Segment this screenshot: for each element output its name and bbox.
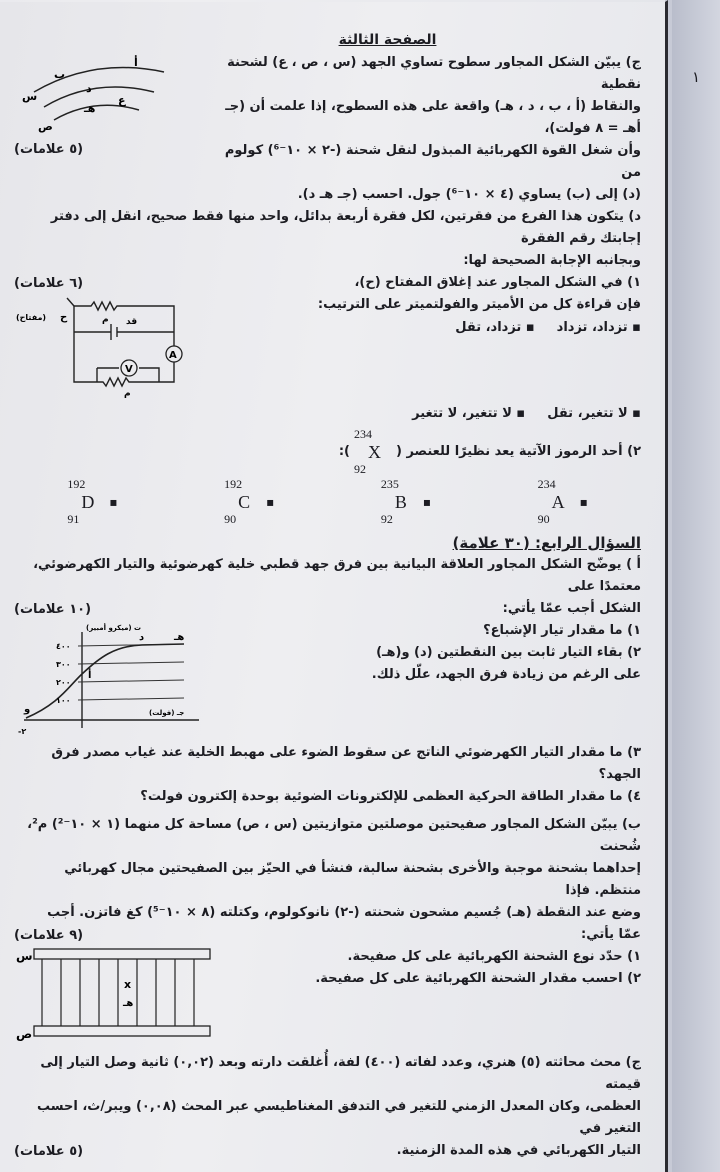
switch-word: (مفتاح) [16, 313, 47, 322]
question-line: ج) يبيّن الشكل المجاور سطوح تساوي الجهد (س ، ص ، ع) لشحنة نقطية [227, 55, 641, 92]
question-line: د) يتكون هذا الفرع من فقرتين، لكل فقرة أربعة بدائل، واحد منها فقط صحيح، انقل إلى دفتر إجابتك رقم الفقرة [50, 209, 641, 246]
option-4: ▪ لا تتغير، لا تتغير [412, 406, 526, 421]
parallel-plates-figure [14, 946, 214, 1042]
plate-bottom-label: ص [16, 1027, 33, 1041]
x-axis-label: جـ (فولت) [149, 709, 185, 717]
marks-label: (٥ علامات) [14, 1144, 84, 1159]
point-mark: x [124, 978, 132, 991]
question-line: ٢) بقاء التيار ثابت بين النقطتين (د) و(هـ) [376, 645, 641, 660]
isotope-option-a: 234 A 90 ▪ [537, 477, 588, 526]
marks-label: (٦ علامات) [14, 276, 84, 291]
voltmeter-label: V [125, 364, 133, 375]
x-min-label: -٢ [18, 727, 27, 736]
marks-label: (٩ علامات) [14, 928, 84, 943]
q4-part-a [14, 598, 641, 742]
y-tick: ٤٠٠ [56, 642, 71, 651]
label-d: د [86, 82, 92, 95]
question-line: العظمى، وكان المعدل الزمني للتغير في التدفق المغناطيسي عبر المحث (٠,٠٨) ويبر/ث، احسب التغير في [37, 1099, 641, 1136]
isotope-option-c: 192 C 90 ▪ [224, 477, 275, 526]
q4-part-c-end [14, 1140, 641, 1162]
question-line: ٤) ما مقدار الطاقة الحركية العظمى للإلكترونات الضوئية بوحدة إلكترون فولت؟ [140, 789, 641, 804]
isotope-option-b: 235 B 92 ▪ [380, 477, 431, 526]
question-line: والنقاط (أ ، ب ، د ، هـ) واقعة على هذه السطوح، إذا علمت أن (جـ أهـ = ٨ فولت)، [225, 99, 641, 136]
switch-label: ح [60, 312, 68, 323]
question-line: الشكل أجب عمّا يأتي: [502, 601, 641, 616]
label-ain: ع [118, 94, 126, 107]
question-line: ب) يبيّن الشكل المجاور صفيحتين موصلتين متوازيتين (س ، ص) مساحة كل منهما (١ × ١٠⁻²) م²، شُحنت [27, 817, 641, 854]
next-page-number: ١ [692, 68, 701, 86]
page-title: الصفحة الثالثة [338, 32, 437, 48]
question-line: وبجانبه الإجابة الصحيحة لها: [463, 253, 641, 268]
question-line: ١) في الشكل المجاور عند إغلاق المفتاح (ح)، [354, 275, 641, 290]
option-2: ▪ تزداد، تقل [455, 320, 535, 335]
question-line: ٢) احسب مقدار الشحنة الكهربائية على كل صفيحة. [315, 971, 641, 986]
question-line: عمّا يأتي: [581, 927, 641, 942]
part-d-q1 [14, 272, 641, 402]
marks-label: (١٠ علامات) [14, 602, 92, 617]
isotope-option-d: 192 D 91 ▪ [67, 477, 118, 526]
point-h-label: هـ [123, 998, 134, 1009]
question-line: على الرغم من زيادة فرق الجهد، علّل ذلك. [371, 667, 641, 682]
y-tick: ١٠٠ [56, 696, 71, 705]
question-line: إحداهما بشحنة موجبة والأخرى بشحنة سالبة، فنشأ في الحيّز بين الصفيحتين مجال كهربائي منتظم. فإذا [64, 861, 641, 898]
label-b: ب [54, 68, 66, 81]
question-line: ٢) أحد الرموز الآتية يعد نظيرًا للعنصر ( [395, 444, 641, 459]
y-tick: ٢٠٠ [56, 678, 71, 687]
marks-label: (٥ علامات) [14, 142, 84, 157]
isotope-options [14, 478, 641, 526]
resistor-label: م [124, 389, 131, 398]
equipotential-figure [14, 52, 184, 134]
question-line: التيار الكهربائي في هذه المدة الزمنية. [396, 1143, 641, 1158]
question-line: أ ) يوضّح الشكل المجاور العلاقة البيانية بين فرق جهد قطبي خلية كهرضوئية والتيار الكهرضوئي، معتمدًا على [33, 557, 641, 594]
question-line: فإن قراءة كل من الأميتر والفولتميتر على الترتيب: [317, 297, 641, 312]
option-3: ▪ لا تتغير، تقل [547, 406, 641, 421]
question-line: ج) محث محاثته (٥) هنري، وعدد لفاته (٤٠٠) لفة، أُغلقت دارته وبعد (٠,٠٢) ثانية وصل التيار إلى قيمته [40, 1055, 641, 1092]
isotope-x: 234 X 92 [353, 427, 381, 476]
resistor-label: م [102, 315, 109, 325]
circuit-diagram [14, 294, 194, 398]
label-h: هـ [84, 102, 96, 115]
q4-part-b [14, 924, 641, 1046]
question-line: وأن شغل القوة الكهربائية المبذول لنقل شحنة (-٢ × ١٠⁻⁶) كولوم من [224, 143, 641, 180]
point-h: هـ [174, 632, 185, 643]
question-line-end: ): [338, 444, 350, 459]
battery-label: قد [126, 317, 138, 327]
y-tick: ٣٠٠ [56, 660, 71, 669]
ammeter-label: A [169, 350, 177, 361]
question-line: ١) ما مقدار تيار الإشباع؟ [483, 623, 641, 638]
question-line: ٣) ما مقدار التيار الكهرضوئي الناتج عن سقوط الضوء على مهبط الخلية عند غياب مصدر فرق الجهد؟ [51, 745, 641, 782]
question-line: (د) إلى (ب) يساوي (٤ × ١٠⁻⁶) جول. احسب (جـ هـ د). [297, 187, 641, 202]
point-a: أ [88, 670, 92, 681]
part-c-section [14, 52, 641, 206]
part-d-q2 [14, 428, 641, 476]
question-line: ١) حدّد نوع الشحنة الكهربائية على كل صفيحة. [347, 949, 641, 964]
label-a: أ [134, 56, 138, 69]
photoelectric-graph [14, 620, 204, 738]
point-d: د [139, 632, 145, 643]
label-sin: س [22, 90, 38, 103]
question-line: وضع عند النقطة (هـ) جُسيم مشحون شحنته (-٢) نانوكولوم، وكتلته (٨ × ١٠⁻⁵) كغ فاتزن. أجب [47, 905, 641, 920]
plate-top-label: س [16, 949, 33, 963]
point-w: و [24, 704, 31, 715]
y-axis-label: ت (ميكرو أمبير) [86, 624, 142, 632]
option-1: ▪ تزداد، تزداد [556, 320, 641, 335]
question-heading: السؤال الرابع: (٣٠ علامة) [452, 534, 641, 552]
label-sad: ص [38, 120, 53, 133]
next-page-edge [672, 0, 720, 1172]
